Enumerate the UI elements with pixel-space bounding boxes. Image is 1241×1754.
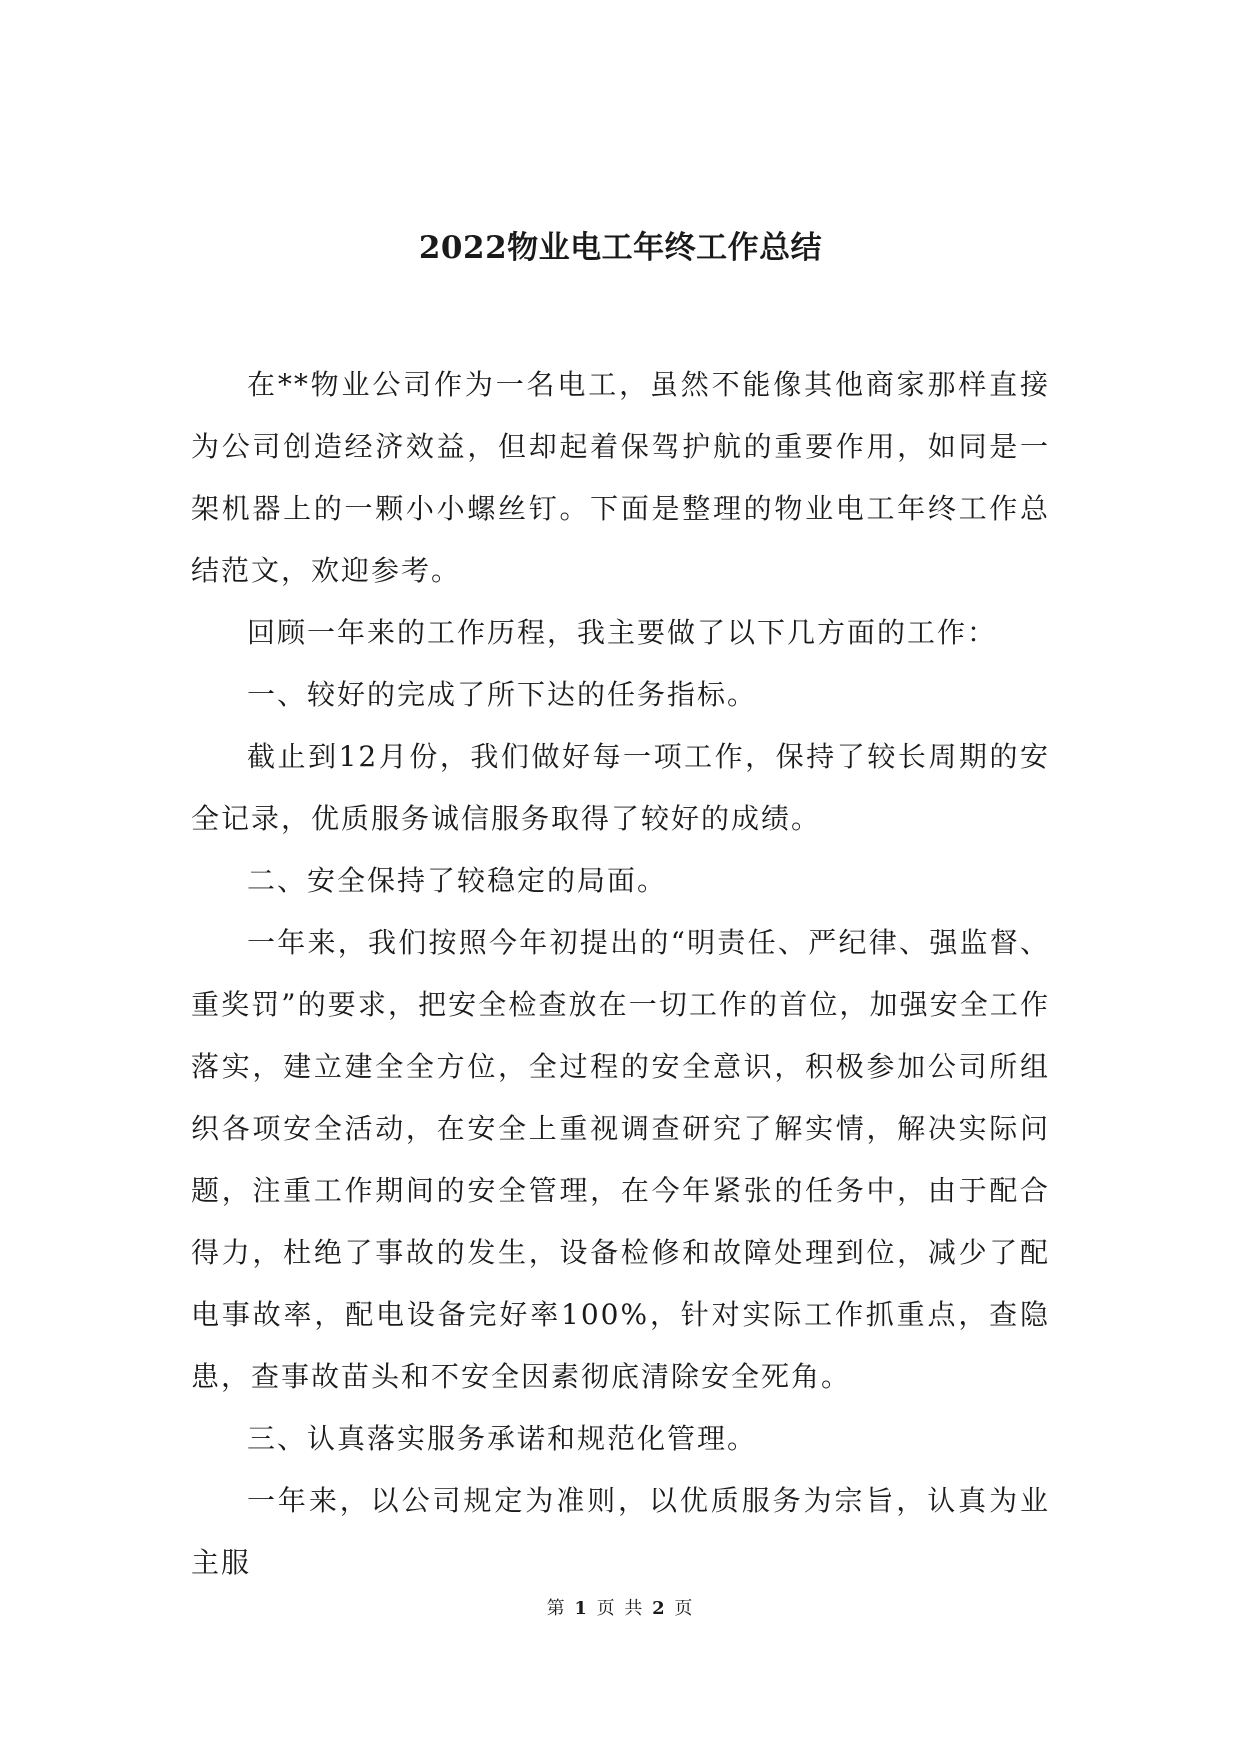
footer-middle: 页 共 <box>596 1598 645 1619</box>
paragraph-section-2: 一年来，我们按照今年初提出的“明责任、严纪律、强监督、重奖罚”的要求，把安全检查放在一切工作的首位，加强安全工作落实，建立建全全方位，全过程的安全意识，积极参加公司所组织各项安全活动，在安全上重视调查研究了解实情，解决实际问题，注重工作期间的安全管理，在今年紧张的任务中，由于配合得力，杜绝了事故的发生，设备检修和故障处理到位，减少了配电事故率，配电设备完好率100%，针对实际工作抓重点，查隐患，查事故苗头和不安全因素彻底清除安全死角。 <box>191 926 1050 1393</box>
footer-total-pages: 2 <box>652 1598 667 1619</box>
footer-prefix: 第 <box>546 1598 567 1619</box>
document-title: 2022物业电工年终工作总结 <box>418 230 823 266</box>
footer-current-page: 1 <box>574 1598 589 1619</box>
page-footer <box>0 1597 1241 1621</box>
footer-suffix: 页 <box>674 1598 695 1619</box>
document-body <box>191 354 1050 1594</box>
paragraph-section-3: 一年来，以公司规定为准则，以优质服务为宗旨，认真为业主服 <box>191 1484 1050 1579</box>
section-heading-1: 一、较好的完成了所下达的任务指标。 <box>247 678 758 711</box>
section-heading-3: 三、认真落实服务承诺和规范化管理。 <box>247 1422 758 1455</box>
section-heading-2: 二、安全保持了较稳定的局面。 <box>247 864 668 897</box>
paragraph-section-1: 截止到12月份，我们做好每一项工作，保持了较长周期的安全记录，优质服务诚信服务取得了较好的成绩。 <box>191 740 1050 835</box>
paragraph-intro: 在**物业公司作为一名电工，虽然不能像其他商家那样直接为公司创造经济效益，但却起着保驾护航的重要作用，如同是一架机器上的一颗小小螺丝钉。下面是整理的物业电工年终工作总结范文，欢迎参考。 <box>191 368 1050 587</box>
paragraph-review: 回顾一年来的工作历程，我主要做了以下几方面的工作： <box>247 616 998 649</box>
